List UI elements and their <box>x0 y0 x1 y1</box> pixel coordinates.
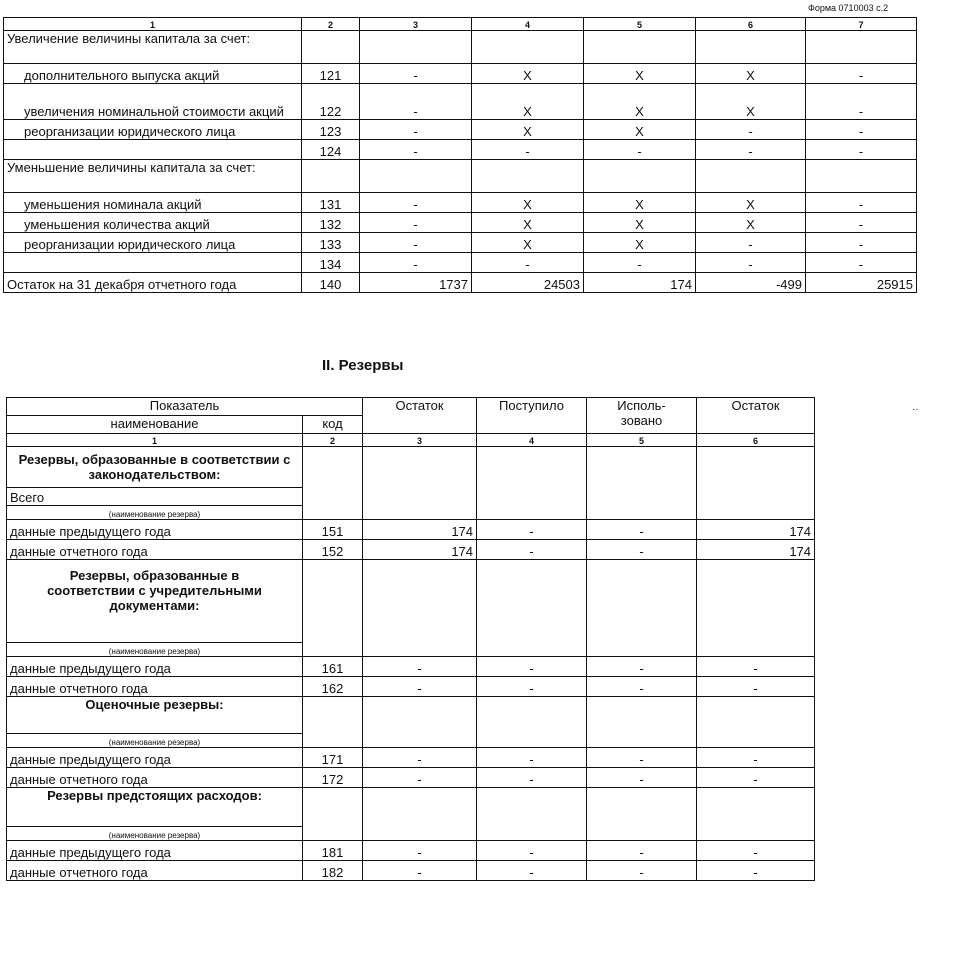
cell: X <box>472 233 584 253</box>
cell: - <box>360 213 472 233</box>
table-row <box>4 213 917 233</box>
cell: X <box>584 193 696 213</box>
reserve-name-note: (наименование резерва) <box>7 506 303 520</box>
cell: - <box>806 140 917 160</box>
col-number: 4 <box>472 18 584 31</box>
cell: X <box>584 213 696 233</box>
table-row <box>7 540 815 560</box>
cell: - <box>696 120 806 140</box>
cell: - <box>477 657 587 677</box>
cell: - <box>696 140 806 160</box>
row-code: 133 <box>302 233 360 253</box>
reserve-name-note: (наименование резерва) <box>7 827 303 841</box>
row-label: уменьшения количества акций <box>4 213 302 233</box>
row-code: 171 <box>303 748 363 768</box>
cell: 24503 <box>472 273 584 293</box>
table-row <box>7 841 815 861</box>
cell: X <box>584 233 696 253</box>
cell: - <box>587 748 697 768</box>
cell: - <box>363 861 477 881</box>
cell: - <box>697 768 815 788</box>
row-label: данные отчетного года <box>7 677 303 697</box>
group-heading-row <box>7 560 815 643</box>
header-row <box>7 398 815 416</box>
col-number: 7 <box>806 18 917 31</box>
reserve-name-note: (наименование резерва) <box>7 734 303 748</box>
row-label: данные предыдущего года <box>7 520 303 540</box>
cell: - <box>477 748 587 768</box>
cell: X <box>696 84 806 120</box>
cell: - <box>806 84 917 120</box>
row-label: данные отчетного года <box>7 540 303 560</box>
cell: - <box>587 841 697 861</box>
cell: X <box>472 84 584 120</box>
row-code: 182 <box>303 861 363 881</box>
row-label: реорганизации юридического лица <box>4 233 302 253</box>
table-row <box>4 253 917 273</box>
cell: X <box>696 213 806 233</box>
row-code: 134 <box>302 253 360 273</box>
received-header: Поступило <box>477 398 587 434</box>
col-number: 4 <box>477 434 587 447</box>
row-label <box>4 253 302 273</box>
cell: X <box>472 64 584 84</box>
cell: - <box>360 140 472 160</box>
cell: - <box>360 233 472 253</box>
form-code: Форма 0710003 с.2 <box>808 3 889 13</box>
group-heading-row <box>7 788 815 827</box>
row-code: 162 <box>303 677 363 697</box>
cell: - <box>360 84 472 120</box>
cell: - <box>477 677 587 697</box>
cell: - <box>587 540 697 560</box>
cell: - <box>806 233 917 253</box>
cell: X <box>584 64 696 84</box>
row-label: Остаток на 31 декабря отчетного года <box>4 273 302 293</box>
table-row <box>4 193 917 213</box>
table-row <box>4 64 917 84</box>
group-heading: Резервы предстоящих расходов: <box>7 788 303 827</box>
group-heading: Оценочные резервы: <box>7 697 303 734</box>
col-number: 3 <box>360 18 472 31</box>
row-code: 161 <box>303 657 363 677</box>
row-code: 123 <box>302 120 360 140</box>
cell: -499 <box>696 273 806 293</box>
column-number-row <box>7 434 815 447</box>
decrease-heading: Уменьшение величины капитала за счет: <box>4 160 302 193</box>
cell: - <box>587 677 697 697</box>
reserves-table <box>6 397 815 881</box>
row-label: данные предыдущего года <box>7 841 303 861</box>
table-row <box>4 120 917 140</box>
col-number: 2 <box>302 18 360 31</box>
col-number: 2 <box>303 434 363 447</box>
row-code: 122 <box>302 84 360 120</box>
cell: X <box>584 84 696 120</box>
cell: - <box>477 540 587 560</box>
column-number-row <box>4 18 917 31</box>
col-number: 6 <box>696 18 806 31</box>
cell: - <box>363 748 477 768</box>
cell: - <box>697 861 815 881</box>
col-number: 1 <box>4 18 302 31</box>
cell: X <box>472 193 584 213</box>
col-number: 5 <box>587 434 697 447</box>
row-code: 121 <box>302 64 360 84</box>
row-label: данные отчетного года <box>7 768 303 788</box>
row-label: увеличения номинальной стоимости акций <box>4 84 302 120</box>
group-heading: Резервы, образованные в соответствии с законодательством: <box>7 447 303 488</box>
cell: - <box>363 657 477 677</box>
table-row <box>4 233 917 253</box>
cell: - <box>806 213 917 233</box>
increase-heading: Увеличение величины капитала за счет: <box>4 31 302 64</box>
cell: 174 <box>697 540 815 560</box>
cell: - <box>697 657 815 677</box>
row-label: реорганизации юридического лица <box>4 120 302 140</box>
used-header: Исполь-зовано <box>587 398 697 434</box>
cell: 25915 <box>806 273 917 293</box>
reserve-name-note: (наименование резерва) <box>7 643 303 657</box>
cell: - <box>696 253 806 273</box>
cell: 174 <box>363 540 477 560</box>
row-label: данные предыдущего года <box>7 657 303 677</box>
row-code: 152 <box>303 540 363 560</box>
cell: - <box>697 748 815 768</box>
code-header: код <box>303 416 363 434</box>
balance-end-header: Остаток <box>697 398 815 434</box>
table-row <box>7 677 815 697</box>
cell: - <box>697 677 815 697</box>
name-header: наименование <box>7 416 303 434</box>
table-row <box>7 861 815 881</box>
cell: - <box>472 140 584 160</box>
cell: - <box>587 657 697 677</box>
col-number: 3 <box>363 434 477 447</box>
cell: - <box>360 64 472 84</box>
cell: 1737 <box>360 273 472 293</box>
cell: 174 <box>363 520 477 540</box>
group-heading-row <box>7 697 815 734</box>
table-row <box>4 84 917 120</box>
row-label: дополнительного выпуска акций <box>4 64 302 84</box>
cell: - <box>696 233 806 253</box>
cell: X <box>472 120 584 140</box>
capital-table <box>3 17 917 293</box>
row-code: 140 <box>302 273 360 293</box>
table-row <box>7 748 815 768</box>
table-row <box>4 140 917 160</box>
row-code: 124 <box>302 140 360 160</box>
row-code: 132 <box>302 213 360 233</box>
cell: - <box>697 841 815 861</box>
group-subheading: Всего <box>7 488 303 506</box>
cell: X <box>696 193 806 213</box>
row-label: уменьшения номинала акций <box>4 193 302 213</box>
cell: - <box>363 677 477 697</box>
row-label <box>4 140 302 160</box>
col-number: 6 <box>697 434 815 447</box>
table-row <box>7 768 815 788</box>
closing-balance-row <box>4 273 917 293</box>
col-number: 5 <box>584 18 696 31</box>
cell: - <box>584 140 696 160</box>
cell: - <box>477 520 587 540</box>
cell: - <box>587 768 697 788</box>
cell: - <box>477 861 587 881</box>
group-heading: Резервы, образованные в соответствии с учредительными документами: <box>7 560 303 643</box>
cell: 174 <box>697 520 815 540</box>
cell: X <box>584 120 696 140</box>
cell: - <box>363 768 477 788</box>
cell: X <box>696 64 806 84</box>
cell: - <box>584 253 696 273</box>
scan-mark: ·· <box>912 404 919 415</box>
indicator-header: Показатель <box>7 398 363 416</box>
cell: - <box>587 520 697 540</box>
row-code: 151 <box>303 520 363 540</box>
table-row <box>4 31 917 64</box>
row-code: 181 <box>303 841 363 861</box>
cell: - <box>806 193 917 213</box>
balance-start-header: Остаток <box>363 398 477 434</box>
cell: - <box>360 120 472 140</box>
cell: - <box>360 253 472 273</box>
section-title: II. Резервы <box>322 357 404 374</box>
row-label: данные предыдущего года <box>7 748 303 768</box>
cell: - <box>472 253 584 273</box>
row-code: 172 <box>303 768 363 788</box>
cell: 174 <box>584 273 696 293</box>
table-row <box>7 520 815 540</box>
group-heading-row <box>7 447 815 488</box>
row-label: данные отчетного года <box>7 861 303 881</box>
table-row <box>4 160 917 193</box>
cell: X <box>472 213 584 233</box>
cell: - <box>477 841 587 861</box>
cell: - <box>360 193 472 213</box>
cell: - <box>806 253 917 273</box>
cell: - <box>806 64 917 84</box>
cell: - <box>806 120 917 140</box>
col-number: 1 <box>7 434 303 447</box>
cell: - <box>477 768 587 788</box>
cell: - <box>587 861 697 881</box>
table-row <box>7 657 815 677</box>
row-code: 131 <box>302 193 360 213</box>
cell: - <box>363 841 477 861</box>
